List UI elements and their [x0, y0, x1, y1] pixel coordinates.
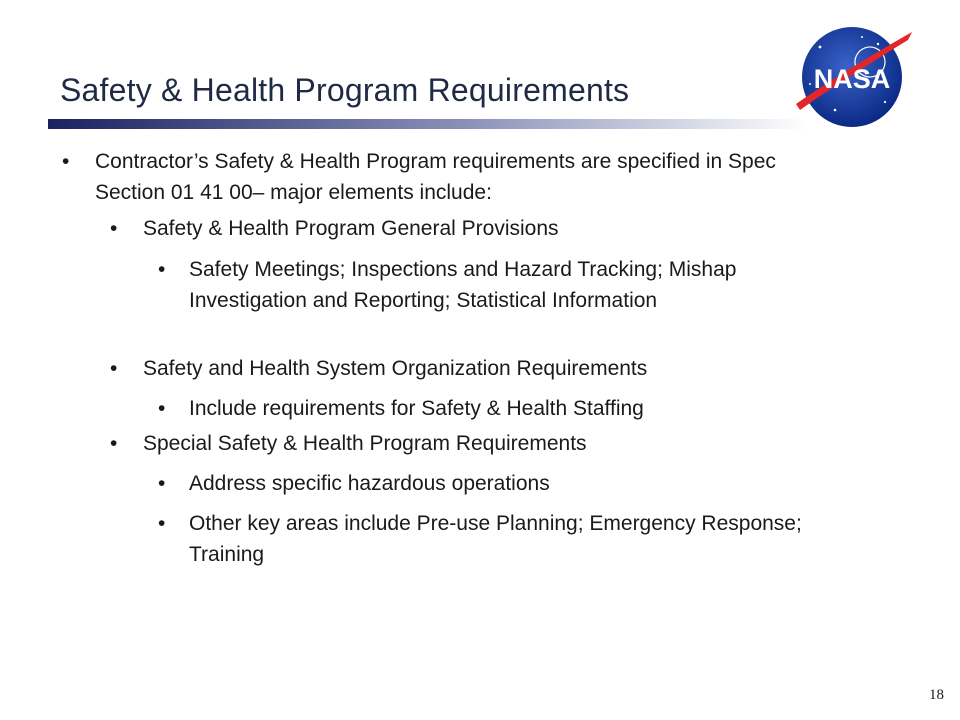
bullet-dot: • — [158, 258, 166, 281]
bullet-dot: • — [62, 150, 70, 173]
bullet-text: Special Safety & Health Program Requirements — [143, 432, 587, 455]
slide-title: Safety & Health Program Requirements — [60, 72, 630, 108]
bullet-item — [158, 254, 839, 316]
bullet-item — [158, 393, 839, 424]
bullet-dot: • — [110, 432, 118, 455]
bullet-item — [110, 428, 843, 459]
bullet-item — [62, 146, 815, 208]
page-number: 18 — [929, 687, 944, 703]
bullet-dot: • — [158, 512, 166, 535]
bullet-text: Include requirements for Safety & Health Staffing — [189, 397, 644, 420]
bullet-text: Safety and Health System Organization Requirements — [143, 357, 648, 380]
bullet-dot: • — [158, 472, 166, 495]
bullet-item — [110, 213, 843, 244]
bullet-text: Safety Meetings; Inspections and Hazard Tracking; Mishap Investigation and Reporting; Statistical Information — [189, 258, 737, 312]
bullet-item — [158, 468, 839, 499]
bullet-dot: • — [110, 357, 118, 380]
bullet-text: Safety & Health Program General Provisions — [143, 217, 559, 240]
bullet-dot: • — [158, 397, 166, 420]
bullet-text: Contractor’s Safety & Health Program requirements are specified in Spec Section 01 41 00– major elements include: — [95, 150, 776, 204]
bullet-dot: • — [110, 217, 118, 240]
logo-wordmark: NASA — [813, 64, 891, 94]
bullet-text: Other key areas include Pre-use Planning; Emergency Response; Training — [189, 512, 802, 566]
bullet-item — [110, 353, 843, 384]
bullet-item — [158, 508, 839, 570]
bullet-text: Address specific hazardous operations — [189, 472, 550, 495]
